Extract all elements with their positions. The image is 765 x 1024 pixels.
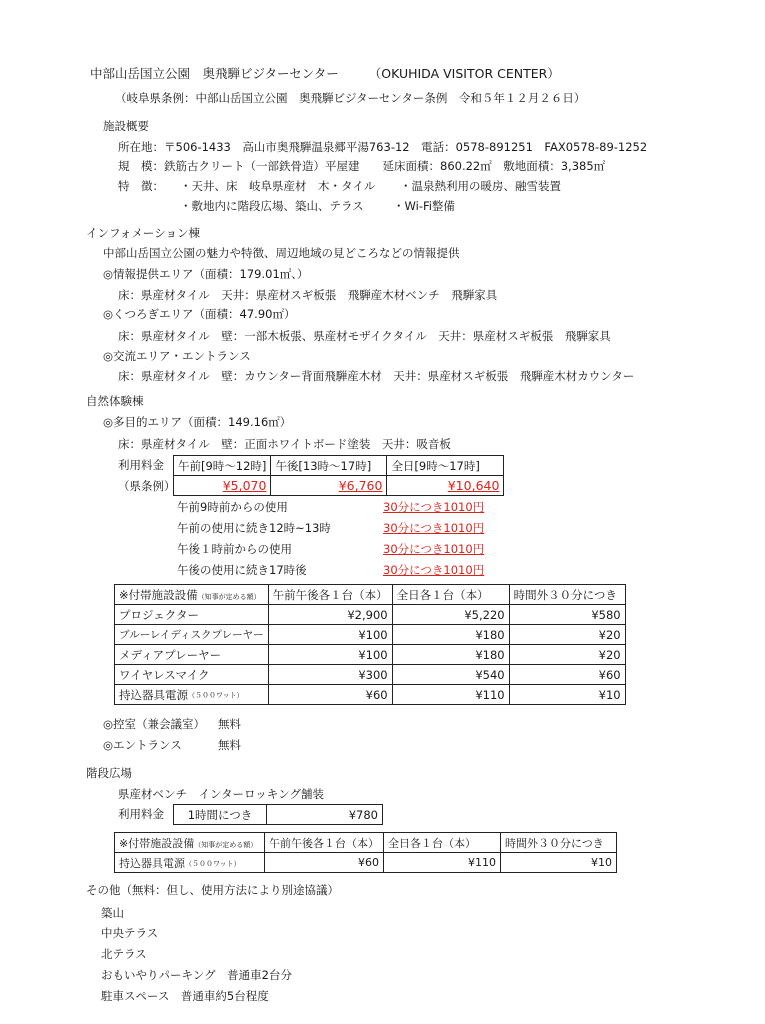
info-description: 中部山岳国立公園の魅力や特徴、周辺地域の見どころなどの情報提供 <box>103 246 460 260</box>
overview-heading: 施設概要 <box>103 119 149 133</box>
info-area-title: ◎交流エリア・エントランス <box>103 349 251 363</box>
equip-header-half: 午前午後各１台（本） <box>265 833 384 853</box>
extra-fee-label: 午前9時前からの使用 <box>177 500 288 514</box>
fee-label: 利用料金 <box>118 458 164 472</box>
table-row <box>174 476 504 496</box>
equip-note: （５００ワット） <box>188 691 244 699</box>
other-item: おもいやりパーキング 普通車2台分 <box>101 968 292 982</box>
fee-header-allday: 全日[9時～17時] <box>387 456 504 476</box>
equip-header-name: ※付帯施設設備 <box>119 587 198 602</box>
table-row <box>115 625 626 645</box>
extra-fee-value: 30分につき1010円 <box>383 563 485 577</box>
ordinance-note: （岐阜県条例：中部山岳国立公園 奥飛騨ビジターセンター条例 令和５年１２月２６日） <box>115 91 586 105</box>
equipment-table <box>114 584 626 705</box>
equip-price-half: ¥60 <box>265 853 384 873</box>
overview-feature: ・温泉熱利用の暖房、融雪装置 <box>400 179 561 193</box>
equip-price-overtime: ¥20 <box>509 645 625 665</box>
equip-price-half: ¥100 <box>268 625 392 645</box>
equip-name: プロジェクター <box>115 605 269 625</box>
nature-room-detail: 床：県産材タイル 壁：正面ホワイトボード塗装 天井：吸音板 <box>118 437 451 451</box>
other-item: 駐車スペース 普通車約5台程度 <box>101 989 269 1003</box>
other-heading: その他（無料：但し、使用方法により別途協議） <box>86 883 339 897</box>
equip-price-overtime: ¥20 <box>509 625 625 645</box>
equip-header-name: ※付帯施設設備 <box>119 836 195 850</box>
other-item: 築山 <box>101 906 124 920</box>
equip-price-full: ¥540 <box>392 665 509 685</box>
table-row <box>115 585 626 605</box>
overview-location: 所在地：〒506-1433 高山市奥飛騨温泉郷平湯763-12 電話：0578-891251 FAX0578-89-1252 <box>118 140 648 154</box>
other-item: 北テラス <box>101 947 147 961</box>
equip-price-full: ¥180 <box>392 625 509 645</box>
info-area-title: ◎情報提供エリア（面積：179.01㎡、） <box>103 267 309 281</box>
fee-allday: ¥10,640 <box>447 478 500 493</box>
table-row <box>174 805 383 825</box>
extra-fee-label: 午後１時前からの使用 <box>177 542 292 556</box>
equip-price-full: ¥5,220 <box>392 605 509 625</box>
overview-feature: ・Wi-Fi整備 <box>393 199 455 213</box>
equip-price-full: ¥110 <box>384 853 501 873</box>
info-area-title: ◎くつろぎエリア（面積：47.90㎡） <box>103 307 296 321</box>
waiting-room-fee: 無料 <box>218 717 241 731</box>
title-en: （OKUHIDA VISITOR CENTER） <box>368 66 560 81</box>
stairs-fee-value: ¥780 <box>267 805 383 825</box>
fee-header-afternoon: 午後[13時～17時] <box>271 456 387 476</box>
equip-name: ワイヤレスマイク <box>115 665 269 685</box>
equip-price-full: ¥110 <box>392 685 509 705</box>
info-heading: インフォメーション棟 <box>86 226 200 240</box>
title-ja: 中部山岳国立公園 奥飛騨ビジターセンター <box>90 66 339 81</box>
stairs-fee-table <box>173 804 383 825</box>
stairs-heading: 階段広場 <box>86 766 132 780</box>
equip-name: 持込器具電源 <box>119 856 185 870</box>
nature-room-title: ◎多目的エリア（面積：149.16㎡） <box>103 415 292 429</box>
equip-price-half: ¥60 <box>268 685 392 705</box>
overview-scale: 規 模：鉄筋古クリート（一部鉄骨造）平屋建 延床面積：860.22㎡ 敷地面積：3,385㎡ <box>118 159 606 173</box>
info-area-detail: 床：県産材タイル 壁：一部木板張、県産材モザイクタイル 天井：県産材スギ板張 飛騨家具 <box>118 329 611 343</box>
equip-header-overtime: 時間外３０分につき <box>509 585 625 605</box>
table-row <box>115 645 626 665</box>
stairs-description: 県産材ベンチ インターロッキング舗装 <box>118 787 324 801</box>
equip-price-overtime: ¥10 <box>501 853 617 873</box>
fee-header-morning: 午前[9時～12時] <box>174 456 271 476</box>
table-row <box>115 685 626 705</box>
extra-fee-value: 30分につき1010円 <box>383 521 485 535</box>
equip-note: （５００ワット） <box>185 859 241 868</box>
equip-name: 持込器具電源 <box>119 687 188 702</box>
equip-price-half: ¥100 <box>268 645 392 665</box>
equip-header-note: （知事が定める額） <box>197 592 261 601</box>
overview-features-label: 特 徴： <box>118 179 164 193</box>
table-row <box>115 665 626 685</box>
equip-header-note: （知事が定める額） <box>194 840 258 849</box>
stairs-fee-unit: 1時間につき <box>174 805 267 825</box>
equip-price-overtime: ¥60 <box>509 665 625 685</box>
room-fee-table <box>173 455 504 496</box>
info-area-detail: 床：県産材タイル 天井：県産材スギ板張 飛騨産木材ベンチ 飛騨家具 <box>118 288 498 302</box>
nature-heading: 自然体験棟 <box>86 394 144 408</box>
equip-name: ブルーレイディスクプレーヤー <box>115 625 269 645</box>
equip-price-full: ¥180 <box>392 645 509 665</box>
overview-feature: ・天井、床 岐阜県産材 木・タイル <box>180 179 376 193</box>
stairs-equipment-table <box>114 832 617 873</box>
waiting-room: ◎控室（兼会議室） <box>103 717 206 731</box>
fee-label-ordinance: （県条例） <box>118 479 176 493</box>
equip-header-overtime: 時間外３０分につき <box>501 833 617 853</box>
info-area-detail: 床：県産材タイル 壁：カウンター背面飛騨産木材 天井：県産材スギ板張 飛騨産木材カウンター <box>118 369 635 383</box>
extra-fee-label: 午後の使用に続き17時後 <box>177 563 307 577</box>
other-item: 中央テラス <box>101 926 159 940</box>
table-row <box>115 605 626 625</box>
stairs-fee-label: 利用料金 <box>118 807 164 821</box>
table-row <box>174 456 504 476</box>
extra-fee-label: 午前の使用に続き12時~13時 <box>177 521 331 535</box>
equip-header-half: 午前午後各１台（本） <box>268 585 392 605</box>
equip-price-half: ¥300 <box>268 665 392 685</box>
table-row <box>115 833 617 853</box>
entrance-fee: 無料 <box>218 738 241 752</box>
page-title <box>90 66 560 82</box>
overview-feature: ・敷地内に階段広場、築山、テラス <box>180 199 364 213</box>
equip-header-full: 全日各１台（本） <box>384 833 501 853</box>
equip-name: メディアプレーヤー <box>115 645 269 665</box>
fee-afternoon: ¥6,760 <box>338 478 383 493</box>
equip-price-overtime: ¥10 <box>509 685 625 705</box>
extra-fee-value: 30分につき1010円 <box>383 542 485 556</box>
equip-price-overtime: ¥580 <box>509 605 625 625</box>
fee-morning: ¥5,070 <box>222 478 267 493</box>
equip-header-full: 全日各１台（本） <box>392 585 509 605</box>
equip-price-half: ¥2,900 <box>268 605 392 625</box>
extra-fee-value: 30分につき1010円 <box>383 500 485 514</box>
entrance: ◎エントランス <box>103 738 182 752</box>
table-row <box>115 853 617 873</box>
